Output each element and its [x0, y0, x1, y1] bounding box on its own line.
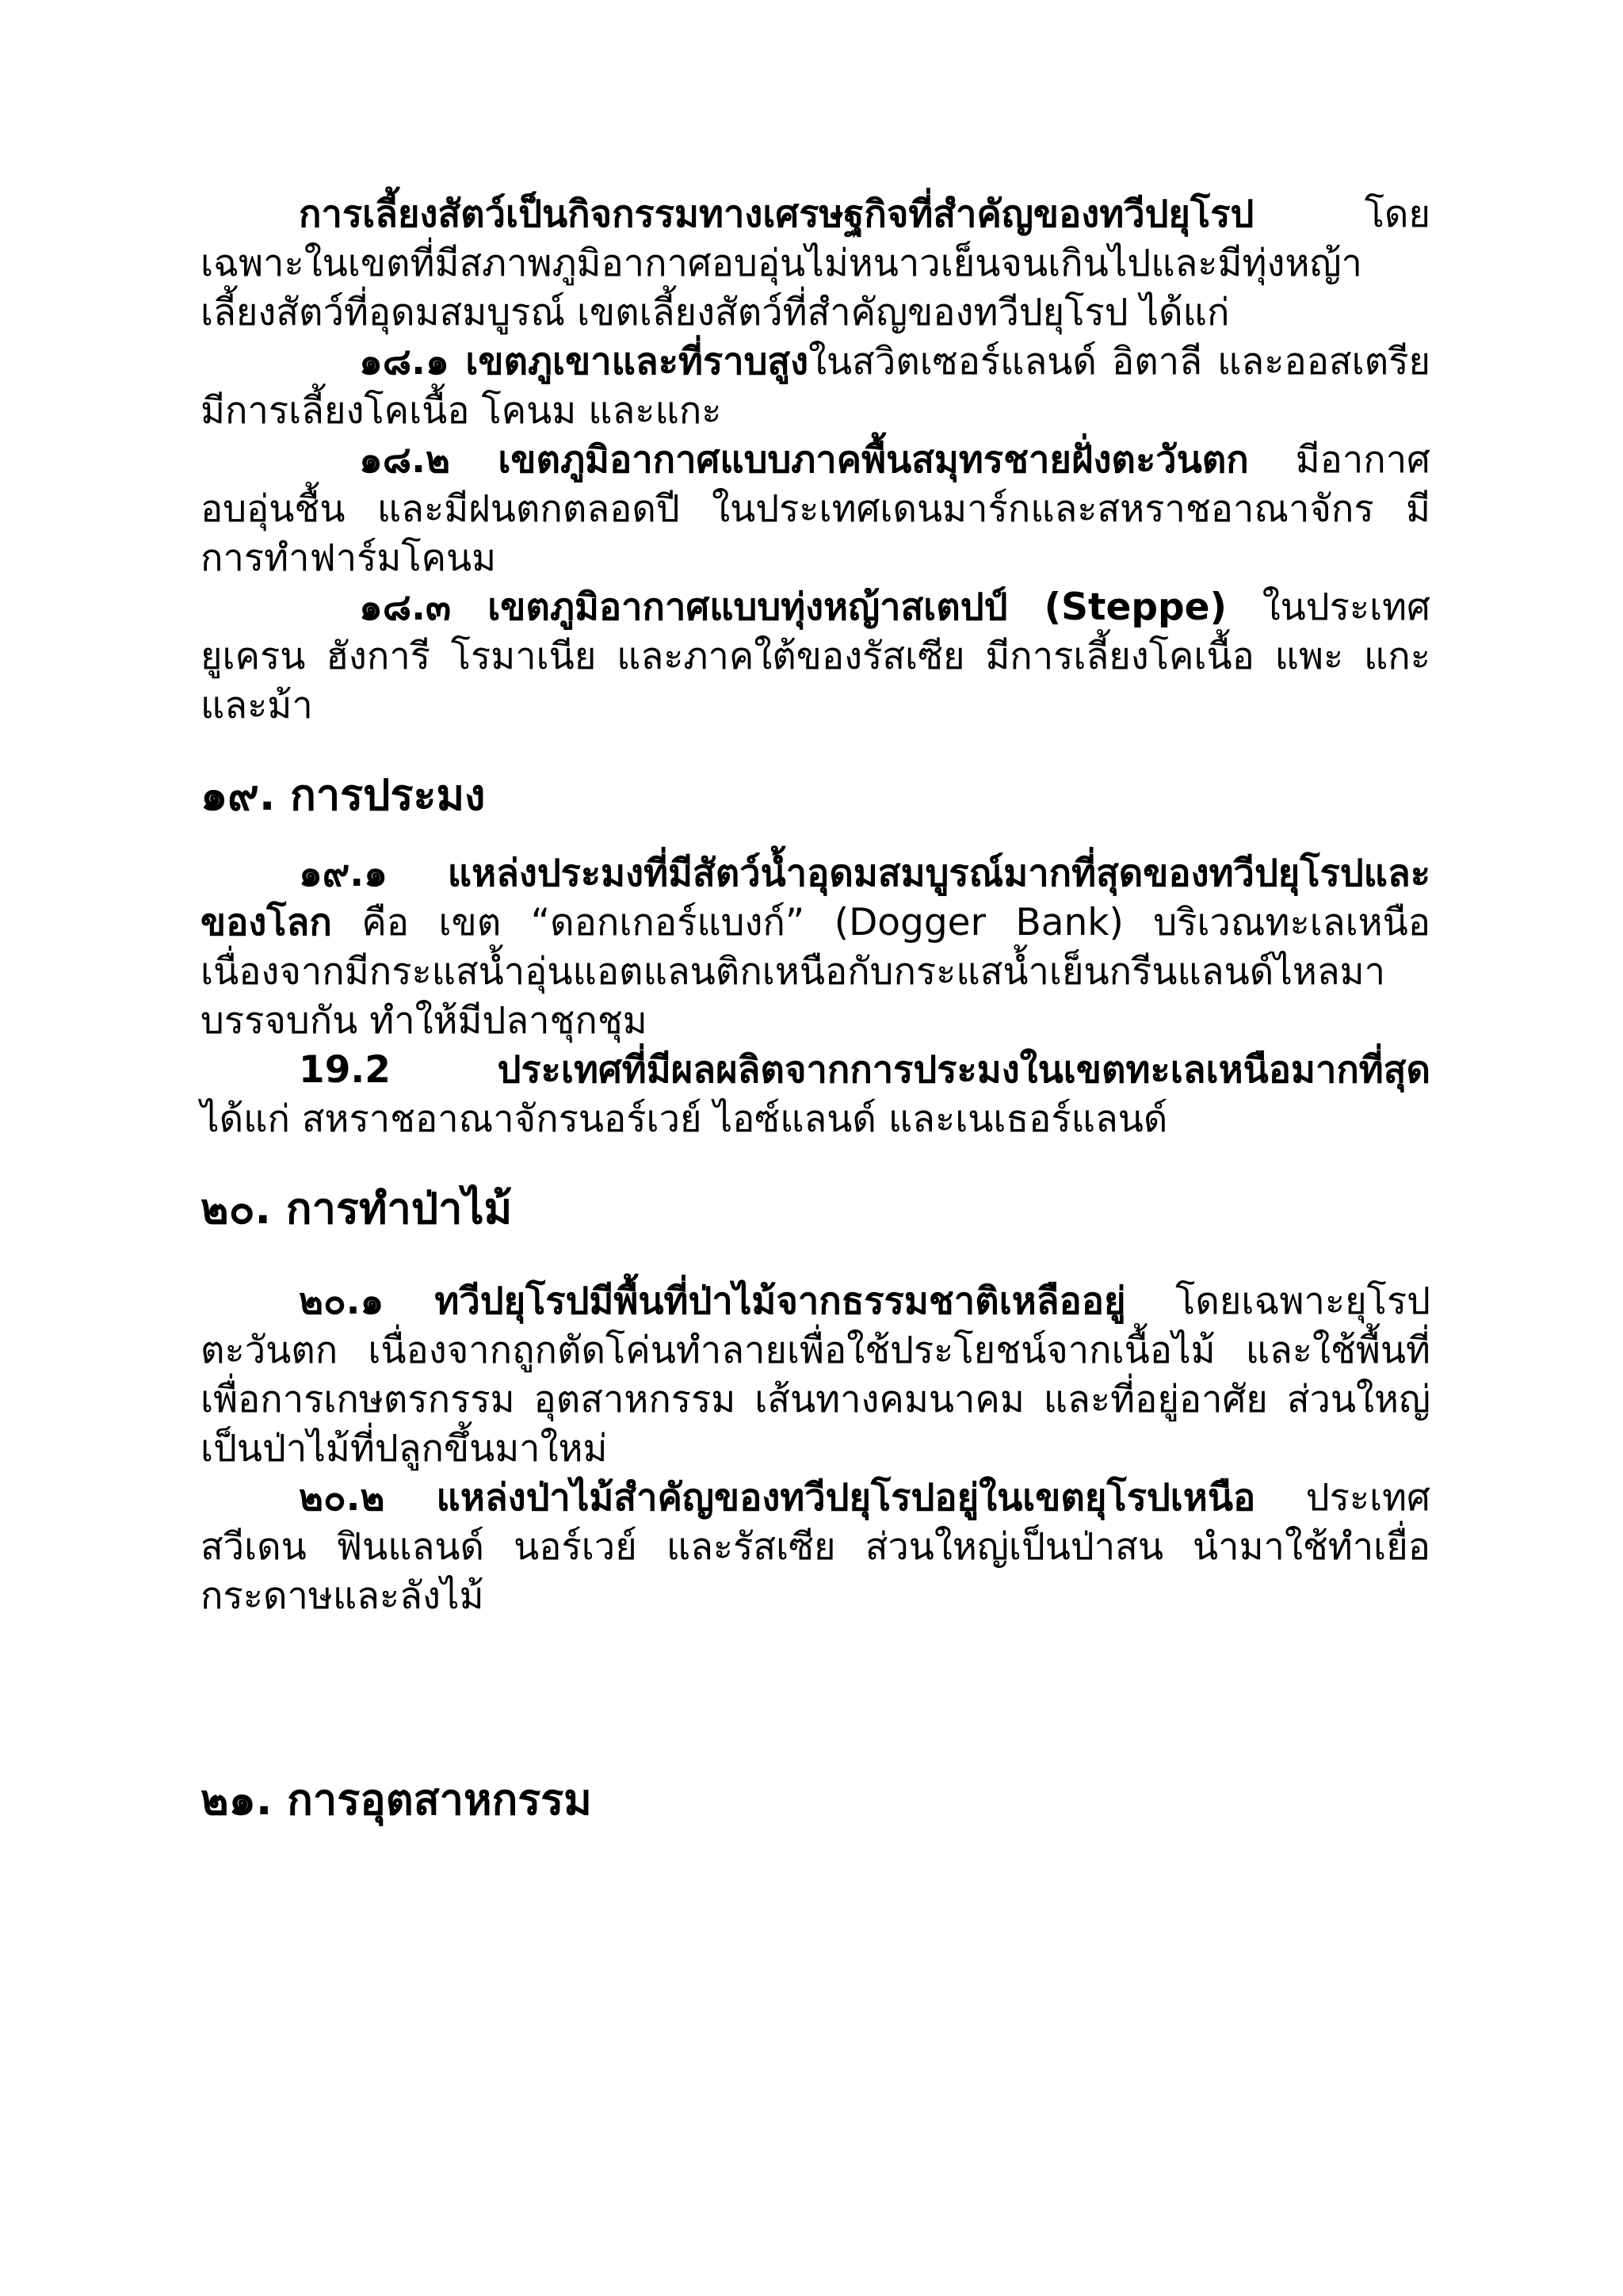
heading-forestry: ๒๐. การทำป่าไม้ [200, 1184, 513, 1234]
intro-lead: การเลี้ยงสัตว์เป็นกิจกรรมทางเศรษฐกิจที่สำคัญของทวีปยุโรป [299, 193, 1254, 236]
section-20-2-text: ประเทศสวีเดน ฟินแลนด์ นอร์เวย์ และรัสเซีย ส่วนใหญ่เป็นป่าสน นำมาใช้ทำเยื่อกระดาษและลังไม้ [200, 1476, 1430, 1618]
section-20-1-text: โดยเฉพาะยุโรปตะวันตก เนื่องจากถูกตัดโค่นทำลายเพื่อใช้ประโยชน์จากเนื้อไม้ และใช้พื้นที่เพื่อการเกษตรกรรม อุตสาหกรรม เส้นทางคมนาคม และที่อยู่อาศัย ส่วนใหญ่เป็นป่าไม้ที่ปลูกขึ้นมาใหม่ [200, 1280, 1430, 1470]
section-19-2-text: ได้แก่ สหราชอาณาจักรนอร์เวย์ ไอซ์แลนด์ และเนเธอร์แลนด์ [200, 1097, 1168, 1141]
section-18-3-title: ๑๘.๓ เขตภูมิอากาศแบบทุ่งหญ้าสเตปป์ (Steppe) [359, 585, 1227, 629]
section-19-1 [200, 849, 1430, 1046]
section-18-2 [200, 436, 1430, 583]
section-20-2-title: ๒๐.๒ แหล่งป่าไม้สำคัญของทวีปยุโรปอยู่ในเขตยุโรปเหนือ [299, 1476, 1256, 1520]
page-content [200, 190, 1430, 1829]
heading-industry: ๒๑. การอุตสาหกรรม [200, 1775, 592, 1825]
section-18-2-text: มีอากาศอบอุ่นชื้น และมีฝนตกตลอดปี ในประเทศเดนมาร์กและสหราชอาณาจักร มีการทำฟาร์มโคนม [200, 438, 1430, 580]
section-19-2-title: 19.2 ประเทศที่มีผลผลิตจากการประมงในเขตทะเลเหนือมากที่สุด [299, 1048, 1430, 1092]
section-20-1-title: ๒๐.๑ ทวีปยุโรปมีพื้นที่ป่าไม้จากธรรมชาติเหลืออยู่ [299, 1280, 1126, 1323]
intro-paragraph [200, 190, 1430, 338]
section-19-2 [200, 1046, 1430, 1144]
section-18-1-text: ในสวิตเซอร์แลนด์ อิตาลี และออสเตรีย มีการเลี้ยงโคเนื้อ โคนม และแกะ [200, 340, 1430, 433]
section-19-1-text: คือ เขต “ดอกเกอร์แบงก์” (Dogger Bank) บริเวณทะเลเหนือ เนื่องจากมีกระแสน้ำอุ่นแอตแลนติกเหนือกับกระแสน้ำเย็นกรีนแลนด์ไหลมาบรรจบกัน ทำให้มีปลาชุกชุม [200, 901, 1430, 1043]
section-18-1-title: ๑๘.๑ เขตภูเขาและที่ราบสูง [359, 340, 809, 383]
section-18-2-title: ๑๘.๒ เขตภูมิอากาศแบบภาคพื้นสมุทรชายฝั่งตะวันตก [359, 438, 1249, 482]
section-20-1 [200, 1277, 1430, 1474]
heading-fishing: ๑๙. การประมง [200, 770, 486, 820]
section-18-1 [200, 338, 1430, 436]
section-20-2 [200, 1474, 1430, 1621]
intro-text: โดยเฉพาะในเขตที่มีสภาพภูมิอากาศอบอุ่นไม่หนาวเย็นจนเกินไปและมีทุ่งหญ้าเลี้ยงสัตว์ที่อุดมสมบูรณ์ เขตเลี้ยงสัตว์ที่สำคัญของทวีปยุโรป ได้แก่ [200, 193, 1430, 334]
section-19-1-title: ๑๙.๑ แหล่งประมงที่มีสัตว์น้ำอุดมสมบูรณ์มากที่สุดของทวีปยุโรปและของโลก [200, 852, 1430, 944]
section-18-3-text: ในประเทศยูเครน ฮังการี โรมาเนีย และภาคใต้ของรัสเซีย มีการเลี้ยงโคเนื้อ แพะ แกะ และม้า [200, 585, 1430, 727]
section-18-3 [200, 583, 1430, 730]
